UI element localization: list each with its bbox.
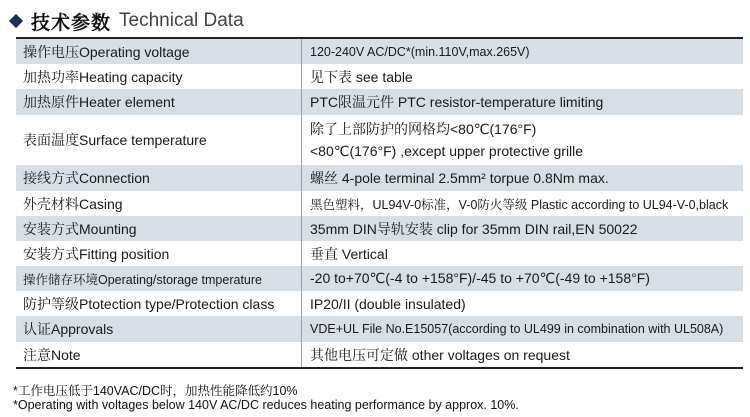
spec-label: 加热原件Heater element <box>16 89 302 115</box>
spec-value: VDE+UL File No.E15057(according to UL499 in combination with UL508A) <box>302 316 744 342</box>
spec-value: PTC限温元件 PTC resistor-temperature limiting <box>302 89 744 115</box>
spec-label: 操作储存环境Operating/storage tmperature <box>16 266 302 291</box>
spec-label: 外壳材料Casing <box>16 191 302 216</box>
table-row <box>16 64 743 89</box>
table-row <box>16 89 743 115</box>
spec-value: 垂直 Vertical <box>310 245 388 262</box>
table-row <box>16 216 743 241</box>
spec-label: 认证Approvals <box>16 316 302 342</box>
spec-value: 35mm DIN导轨安装 clip for 35mm DIN rail,EN 50022 <box>302 216 744 241</box>
spec-label: 表面温度Surface temperature <box>16 115 302 165</box>
spec-value-line1: 除了上部防护的网格均<80℃(176°F) <box>310 121 537 137</box>
table-row <box>16 241 743 266</box>
spec-value: 螺丝 4-pole terminal 2.5mm² torpue 0.8Nm max. <box>302 165 744 191</box>
spec-value-line2: <80℃(176°F) ,except upper protective grille <box>310 143 584 159</box>
footnote-english: *Operating with voltages below 140V AC/DC reduces heating performance by approx. 10%. <box>13 398 519 412</box>
spec-label: 加热功率Heating capacity <box>16 64 302 89</box>
spec-value: 见下表 see table <box>310 68 413 85</box>
table-row <box>16 165 743 191</box>
spec-label: 接线方式Connection <box>16 165 302 191</box>
spec-label: 防护等级Ptotection type/Protection class <box>16 291 302 316</box>
spec-value: 黑色塑料，UL94V-0标准，V-0防火等级 Plastic according to UL94-V-0,black <box>310 197 729 212</box>
title-chinese: 技术参数 <box>31 12 112 34</box>
spec-value-multiline <box>302 115 744 165</box>
section-header <box>8 7 244 35</box>
table-row <box>16 342 743 368</box>
footnote-chinese: *工作电压低于140VAC/DC时，加热性能降低约10% <box>13 384 298 398</box>
spec-label: 注意Note <box>16 342 302 368</box>
spec-label: 操作电压Operating voltage <box>16 38 302 64</box>
spec-value: -20 to+70℃(-4 to +158°F)/-45 to +70℃(-49 to +158°F) <box>302 266 744 291</box>
title-english: Technical Data <box>119 10 244 31</box>
diamond-bullet-icon <box>9 14 23 28</box>
table-row <box>16 115 743 165</box>
spec-label: 安装方式Mounting <box>16 216 302 241</box>
spec-value: IP20/II (double insulated) <box>310 295 466 312</box>
technical-data-table <box>16 37 743 369</box>
spec-value: 其他电压可定做 other voltages on request <box>302 342 744 368</box>
spec-label: 安装方式Fitting position <box>16 241 302 266</box>
table-row <box>16 191 743 216</box>
table-row <box>16 38 743 64</box>
spec-value: 120-240V AC/DC*(min.110V,max.265V) <box>302 38 744 64</box>
table-row <box>16 291 743 316</box>
table-row <box>16 266 743 291</box>
table-row <box>16 316 743 342</box>
